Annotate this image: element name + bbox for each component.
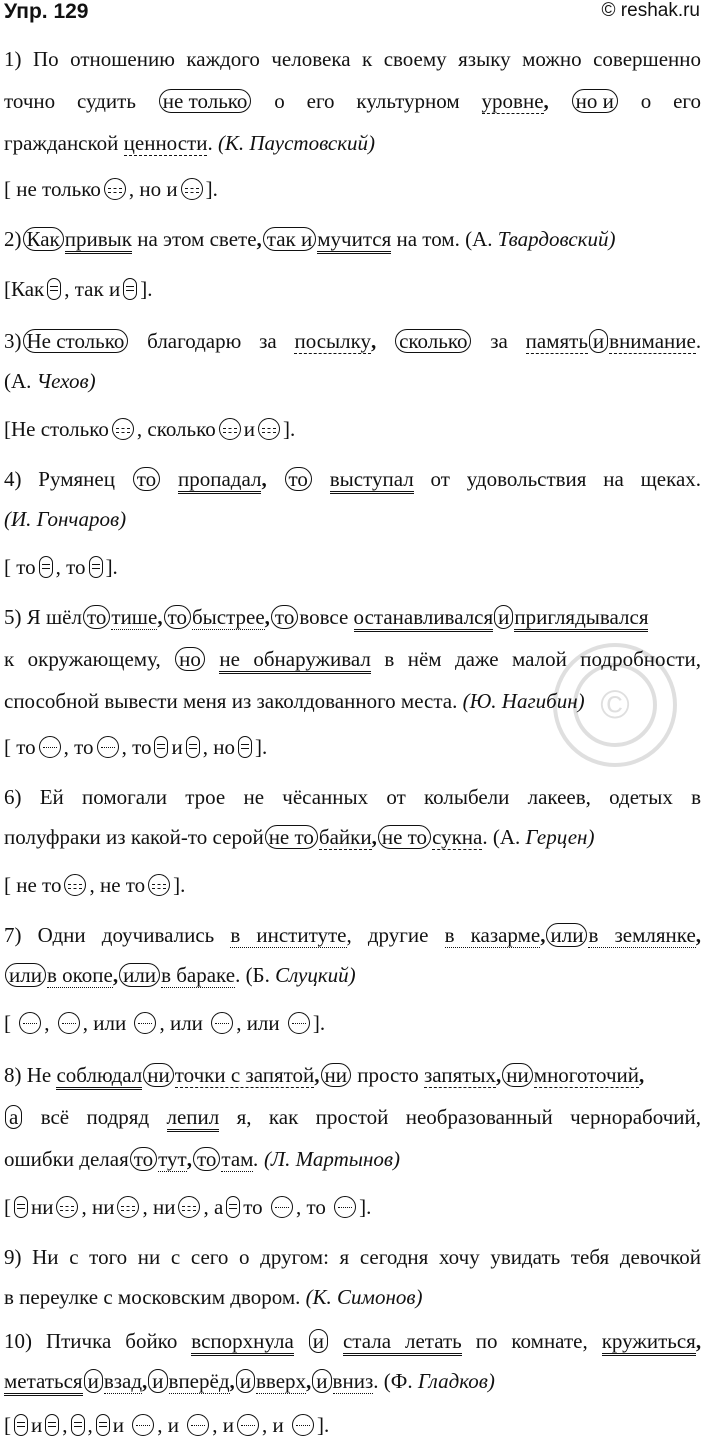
conj-circle: и <box>84 1369 103 1393</box>
source: Твардовский) <box>497 227 616 251</box>
text: о его культурном <box>274 89 460 113</box>
conj-circle: не то <box>265 825 318 849</box>
s4-scheme <box>4 550 701 584</box>
predicate: выступал <box>330 467 414 494</box>
scheme-text: , <box>44 1011 50 1035</box>
predicate: мучится <box>317 227 391 254</box>
dash-circle-icon <box>219 418 241 440</box>
svg-text:©: © <box>600 683 630 727</box>
scheme-text: , не то <box>89 873 146 897</box>
s1-line1: 1) По отношению каждого человека к своему языку можно совершенно <box>4 47 701 71</box>
conj-circle: и <box>312 1369 331 1393</box>
scheme-text: , а <box>203 1195 224 1219</box>
source: Чехов) <box>36 369 96 393</box>
scheme-text: , так и <box>64 277 121 301</box>
dot-circle-icon <box>211 1012 233 1034</box>
scheme-text: [ не только <box>4 177 101 201</box>
dot-circle-icon <box>134 1012 156 1034</box>
conj-circle: то <box>285 467 312 491</box>
dot-circle-icon <box>237 1414 259 1436</box>
scheme-text: , то <box>121 735 152 759</box>
exercise-title: Упр. 129 <box>4 0 89 23</box>
scheme-text: , но <box>202 735 235 759</box>
dash-circle-icon <box>148 874 170 896</box>
predicate: кружиться <box>602 1329 696 1356</box>
dot-circle-icon <box>39 736 61 758</box>
s3-scheme <box>4 412 701 446</box>
s8-line2 <box>4 1100 701 1134</box>
equals-circle-icon <box>45 1414 59 1436</box>
scheme-text: ]. <box>140 277 153 301</box>
conj-circle: ни <box>321 1063 351 1087</box>
text: на этом свете <box>137 227 257 251</box>
adverbial: взад <box>103 1369 143 1393</box>
scheme-text: [ то <box>4 735 36 759</box>
text: , другие <box>346 923 429 947</box>
conj-circle: и <box>236 1369 255 1393</box>
s10-line2: метаться и взад, и вперёд, и вверх, и вниз. (Ф. Гладков) <box>4 1364 701 1398</box>
scheme-text: , ни <box>142 1195 176 1219</box>
conj-circle: Не столько <box>23 329 129 353</box>
adverbial: в бараке <box>161 963 236 987</box>
source: Гладков) <box>417 1369 495 1393</box>
scheme-text: ]. <box>283 417 296 441</box>
text: от удовольствия на щеках. <box>430 467 702 491</box>
s1-line2: точно судить не только о его культурном уровне, но и о его <box>4 89 702 113</box>
text: гражданской <box>4 131 119 155</box>
conj-circle: то <box>133 467 160 491</box>
text: я, как простой необразованный чернорабочий, <box>236 1105 701 1129</box>
scheme-text: ]. <box>317 1413 330 1437</box>
equals-circle-icon <box>71 1414 85 1436</box>
predicate: вспорхнула <box>191 1329 293 1356</box>
s6-line1: 6) Ей помогали трое не чёсанных от колыбели лакеев, одетых в <box>4 785 701 809</box>
conj-circle: не только <box>159 89 252 113</box>
dot-circle-icon <box>19 1012 41 1034</box>
predicate: пропадал <box>178 467 261 494</box>
adverbial: вверх <box>256 1369 307 1393</box>
scheme-text: [ <box>4 1413 11 1437</box>
scheme-text: ]. <box>205 177 218 201</box>
object: память <box>525 329 588 353</box>
scheme-text: и <box>31 1413 43 1437</box>
equals-circle-icon <box>154 736 168 758</box>
dot-circle-icon <box>288 1012 310 1034</box>
scheme-text: и <box>243 417 255 441</box>
scheme-text: ]. <box>254 735 268 759</box>
text: 4) Румянец <box>4 467 115 491</box>
adverbial: тише <box>111 605 158 629</box>
text: в нём даже малой подробности, <box>384 647 702 671</box>
scheme-text: ]. <box>173 873 186 897</box>
s7-line2: или в окопе, или в бараке. (Б. Слуцкий) <box>4 958 701 992</box>
s5-line2 <box>4 642 701 676</box>
scheme-text: [ то <box>4 555 36 579</box>
adverbial: там <box>221 1147 254 1171</box>
scheme-text: ]. <box>312 1011 326 1035</box>
source: (К. Симонов) <box>305 1285 423 1309</box>
conj-circle: то <box>83 605 110 629</box>
text: . (Б. <box>235 963 270 987</box>
adverbial: вперёд <box>168 1369 230 1393</box>
dot-circle-icon <box>271 1196 293 1218</box>
source: (Ю. Нагибин) <box>462 689 585 713</box>
scheme-text: , то <box>63 735 94 759</box>
text: 8) Не <box>4 1063 52 1087</box>
scheme-text: [Как <box>4 277 45 301</box>
conj-circle: сколько <box>395 329 471 353</box>
s4-source: (И. Гончаров) <box>4 507 127 531</box>
text: 5) Я шёл <box>4 605 82 629</box>
conj-circle: и <box>494 605 513 629</box>
object: запятых <box>424 1063 497 1087</box>
object: посылку <box>294 329 372 353</box>
source: (К. Паустовский) <box>217 131 376 155</box>
object: многоточий <box>533 1063 640 1087</box>
scheme-text: , то <box>295 1195 326 1219</box>
equals-circle-icon <box>39 556 53 578</box>
conj-circle: Как <box>23 227 64 251</box>
s9-line1: 9) Ни с того ни с сего о другом: я сегодня хочу увидать тебя девочкой <box>4 1245 701 1269</box>
scheme-text: , но и <box>128 177 178 201</box>
s8-line1: 8) Не соблюдал ни точки с запятой, ни просто запятых, ни многоточий, <box>4 1058 701 1092</box>
s7-line1: 7) Одни доучивались в институте, другие в казарме, или в землянке, <box>4 923 702 947</box>
conj-circle: так и <box>263 227 316 251</box>
s8-line3: ошибки делая то тут, то там. (Л. Мартынов) <box>4 1147 400 1171</box>
s9-line2 <box>4 1280 701 1314</box>
equals-circle-icon <box>186 736 200 758</box>
adverbial: в землянке <box>588 923 696 947</box>
text: 2) <box>4 227 22 251</box>
s3-line1: 3) Не столько благодарю за посылку, сколько за память и внимание. <box>4 329 702 353</box>
dash-circle-icon <box>117 1196 139 1218</box>
s1-line3 <box>4 126 701 160</box>
page-header <box>0 0 704 26</box>
object: байки <box>318 825 372 849</box>
text: . (А. <box>482 825 521 849</box>
dash-circle-icon <box>258 418 280 440</box>
conj-circle: и <box>148 1369 167 1393</box>
text: в переулке с московским двором. <box>4 1285 301 1309</box>
scheme-text: , и <box>262 1413 284 1437</box>
object: точки с запятой <box>174 1063 315 1087</box>
text: на том. (А. <box>396 227 493 251</box>
dashed-word: уровне <box>481 89 544 113</box>
scheme-text: , или <box>236 1011 280 1035</box>
text: по комнате, <box>475 1329 588 1353</box>
scheme-text: и <box>171 735 183 759</box>
text: за <box>490 329 508 353</box>
equals-circle-icon <box>238 736 252 758</box>
dashed-word: ценности <box>123 131 208 155</box>
s5-line3 <box>4 684 701 718</box>
scheme-text: , или <box>159 1011 203 1035</box>
scheme-text: , и <box>157 1413 179 1437</box>
conj-circle: ни <box>502 1063 532 1087</box>
s5-line1: 5) Я шёл то тише, то быстрее, то вовсе останавливался и приглядывался <box>4 600 701 634</box>
predicate: метаться <box>4 1369 83 1396</box>
s2-line1: 2) Как привык на этом свете, так и мучится на том. (А. Твардовский) <box>4 222 701 256</box>
scheme-text: , <box>62 1413 68 1437</box>
text: к окружающему, <box>4 647 161 671</box>
equals-circle-icon <box>14 1414 28 1436</box>
text: 10) Птичка бойко <box>4 1329 178 1353</box>
text: 3) <box>4 329 22 353</box>
text: . (Ф. <box>373 1369 413 1393</box>
text: . <box>207 131 213 155</box>
conj-circle: то <box>130 1147 157 1171</box>
predicate: останавливался <box>354 605 494 632</box>
conj-circle: а <box>5 1105 22 1129</box>
scheme-text: [ <box>4 1195 11 1219</box>
adverbial: в окопе <box>46 963 113 987</box>
predicate: стала летать <box>343 1329 462 1356</box>
text: вовсе <box>299 605 349 629</box>
text: (А. <box>4 369 32 393</box>
s6-scheme <box>4 868 701 902</box>
site-credit: © reshak.ru <box>601 0 700 21</box>
scheme-text: ]. <box>105 555 118 579</box>
conj-circle: но <box>175 647 205 671</box>
adverbial: вниз <box>332 1369 374 1393</box>
conj-circle: не то <box>378 825 431 849</box>
conj-circle: то <box>164 605 191 629</box>
text: просто <box>357 1063 419 1087</box>
predicate: не обнаруживал <box>219 647 371 674</box>
text: способной вывести меня из заколдованного места. <box>4 689 458 713</box>
dash-circle-icon <box>178 1196 200 1218</box>
dot-circle-icon <box>292 1414 314 1436</box>
s10-scheme <box>4 1408 701 1442</box>
predicate: лепил <box>167 1105 220 1132</box>
scheme-text: ]. <box>359 1195 372 1219</box>
conj-circle: но и <box>572 89 618 113</box>
scheme-text: то <box>243 1195 263 1219</box>
text: 7) Одни доучивались <box>4 923 215 947</box>
s10-line1: 10) Птичка бойко вспорхнула и стала летать по комнате, кружиться, <box>4 1324 701 1358</box>
predicate: приглядывался <box>514 605 648 632</box>
adverbial: быстрее <box>191 605 265 629</box>
text: точно судить <box>4 89 136 113</box>
dot-circle-icon <box>97 736 119 758</box>
equals-circle-icon <box>123 278 137 300</box>
source: . (Л. Мартынов) <box>253 1147 400 1171</box>
conj-circle: и <box>589 329 608 353</box>
dot-circle-icon <box>334 1196 356 1218</box>
object: сукна <box>432 825 483 849</box>
source: Слуцкий) <box>275 963 356 987</box>
dash-circle-icon <box>104 178 126 200</box>
scheme-text: [ <box>4 1011 11 1035</box>
dot-circle-icon <box>132 1414 154 1436</box>
s4-line1: 4) Румянец то пропадал, то выступал от удовольствия на щеках. <box>4 462 701 496</box>
conj-circle: или <box>5 963 46 987</box>
scheme-text: , то <box>55 555 86 579</box>
equals-circle-icon <box>47 278 61 300</box>
text: всё подряд <box>40 1105 150 1129</box>
predicate: соблюдал <box>56 1063 142 1090</box>
dot-circle-icon <box>58 1012 80 1034</box>
text: о его <box>640 89 702 113</box>
s2-scheme <box>4 272 701 306</box>
scheme-text: , ни <box>81 1195 115 1219</box>
dash-circle-icon <box>112 418 134 440</box>
text: благодарю за <box>147 329 277 353</box>
scheme-text: [ не то <box>4 873 62 897</box>
scheme-text: [Не столько <box>4 417 109 441</box>
conj-circle: то <box>193 1147 220 1171</box>
conj-circle: ни <box>143 1063 173 1087</box>
adverbial: тут <box>158 1147 187 1171</box>
conj-circle: или <box>119 963 160 987</box>
source: Герцен) <box>525 825 595 849</box>
scheme-text: ни <box>31 1195 54 1219</box>
s7-scheme <box>4 1006 701 1040</box>
adverbial: в казарме <box>444 923 541 947</box>
conj-circle: и <box>309 1329 328 1353</box>
s5-scheme <box>4 730 701 764</box>
equals-circle-icon <box>89 556 103 578</box>
scheme-text: , или <box>82 1011 127 1035</box>
s8-scheme <box>4 1190 701 1224</box>
equals-circle-icon <box>14 1196 28 1218</box>
s1-scheme <box>4 172 701 206</box>
dot-circle-icon <box>187 1414 209 1436</box>
conj-circle: то <box>271 605 298 629</box>
scheme-text: , сколько <box>136 417 216 441</box>
object: внимание <box>609 329 696 353</box>
equals-circle-icon <box>96 1414 110 1436</box>
s6-line2: полуфраки из какой-то серой не то байки, не то сукна. (А. Герцен) <box>4 825 595 849</box>
scheme-text: , <box>87 1413 93 1437</box>
scheme-text: , и <box>212 1413 234 1437</box>
dash-circle-icon <box>56 1196 78 1218</box>
adverbial: в институте <box>230 923 347 947</box>
equals-circle-icon <box>226 1196 240 1218</box>
s3-line2 <box>4 364 701 398</box>
text: полуфраки из какой-то серой <box>4 825 264 849</box>
dash-circle-icon <box>64 874 86 896</box>
predicate: привык <box>65 227 132 254</box>
text: ошибки делая <box>4 1147 129 1171</box>
dash-circle-icon <box>181 178 203 200</box>
scheme-text: и <box>112 1413 124 1437</box>
conj-circle: или <box>546 923 587 947</box>
